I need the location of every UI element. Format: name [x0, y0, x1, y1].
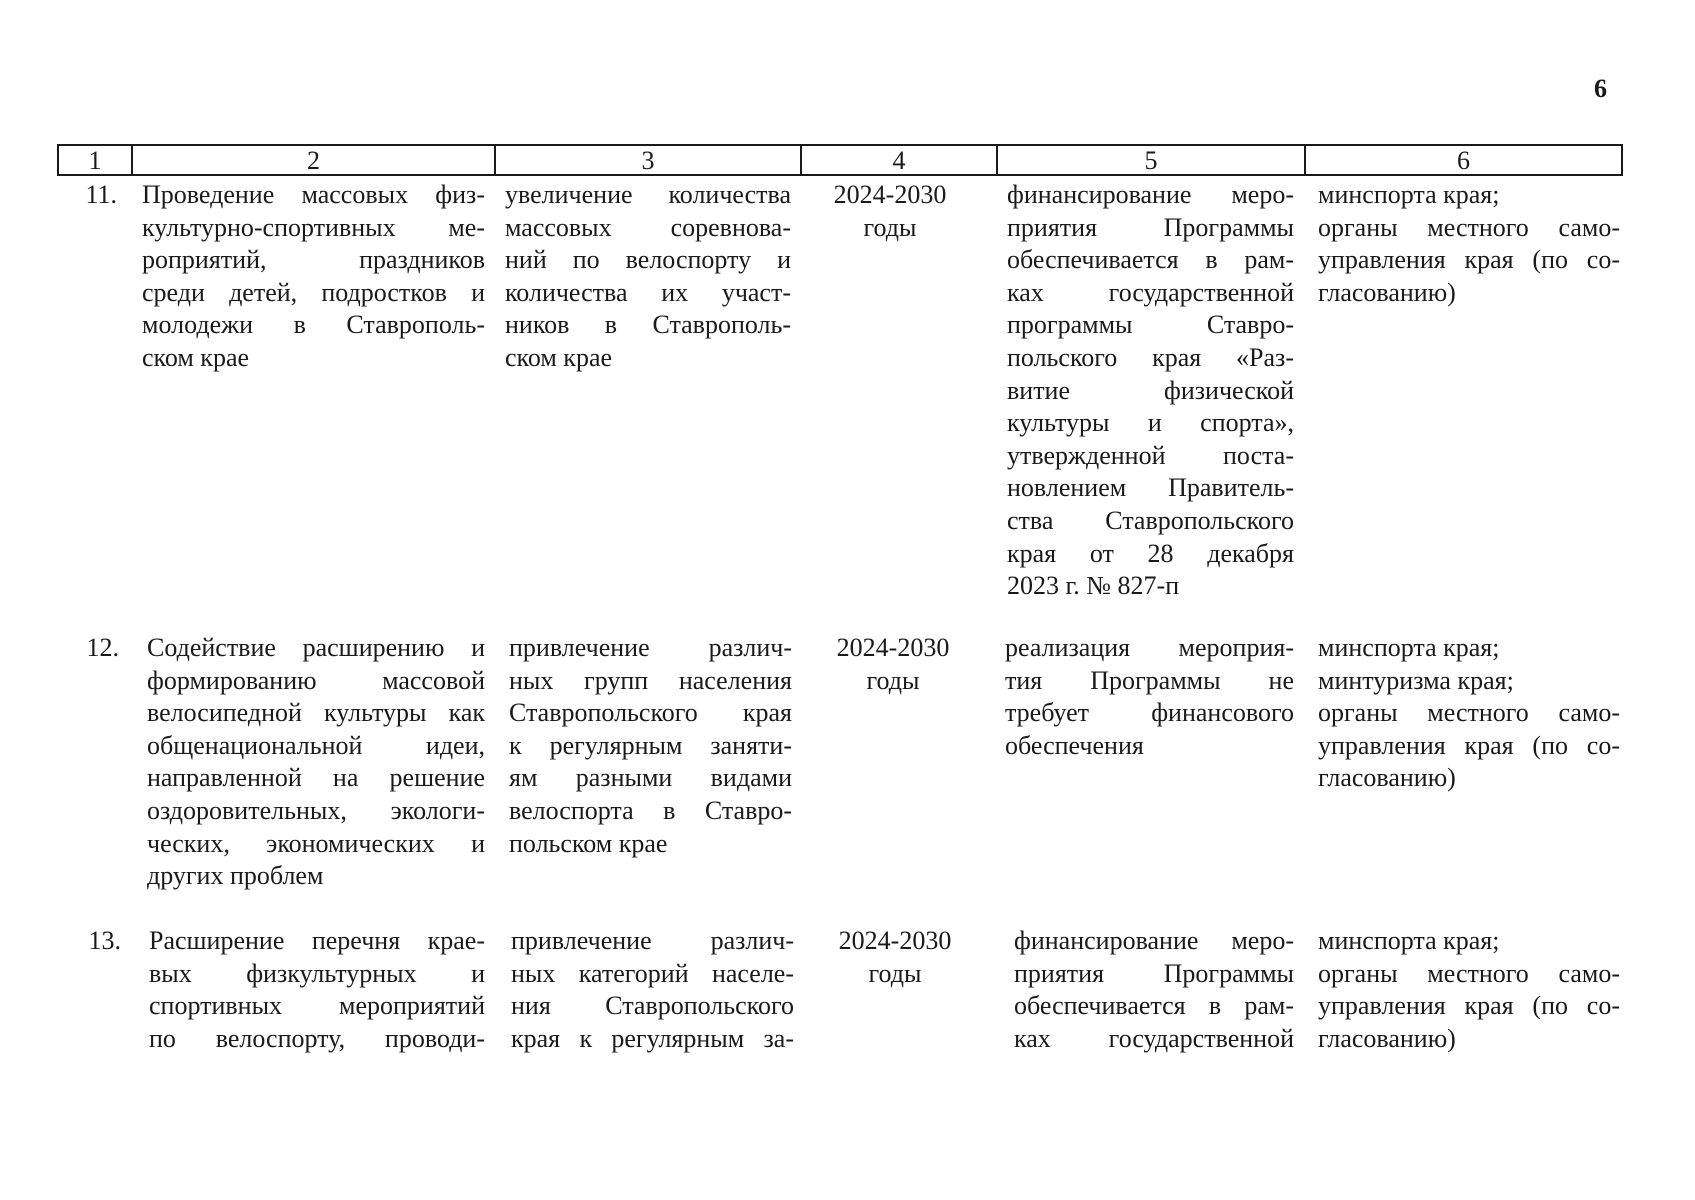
text-line: Содействие расширению и	[147, 633, 485, 662]
text-line: края к регулярным за-	[511, 1023, 794, 1053]
text-line: ний по велоспорту и	[505, 245, 791, 275]
text-line: края от 28 декабря	[1007, 538, 1294, 568]
column-header-3: 3	[496, 146, 802, 174]
text-line: органы местного само-	[1318, 212, 1620, 242]
text-line: гласованию)	[1318, 1023, 1456, 1053]
column-header-4: 4	[802, 146, 998, 174]
text-line: ников в Ставрополь-	[505, 310, 791, 340]
page-number: 6	[1594, 74, 1607, 103]
text-line: увеличение количества	[505, 180, 791, 209]
text-line: среди детей, подростков и	[142, 277, 485, 307]
text-line: велосипедной культуры как	[147, 698, 485, 728]
text-line: управления края (по со-	[1318, 730, 1620, 760]
text-line: реализация мероприя-	[1005, 633, 1294, 662]
text-line: ных групп населения	[509, 665, 792, 695]
text-line: обеспечивается в рам-	[1014, 991, 1294, 1021]
text-line: других проблем	[147, 861, 324, 891]
text-line: оздоровительных, экологи-	[147, 795, 485, 825]
text-line: 2024-2030	[833, 180, 947, 209]
text-line: ках государственной	[1014, 1023, 1294, 1053]
text-line: управления края (по со-	[1318, 991, 1620, 1021]
text-line: молодежи в Ставрополь-	[142, 310, 485, 340]
activity-cell	[142, 179, 485, 375]
text-line: витие физической	[1007, 375, 1294, 405]
text-line: Проведение массовых физ-	[142, 180, 485, 209]
text-line: обеспечения	[1005, 730, 1144, 760]
text-line: программы Ставро-	[1007, 310, 1294, 340]
row-number: 13.	[88, 926, 121, 955]
text-line: гласованию)	[1318, 277, 1456, 307]
result-cell	[509, 632, 792, 860]
text-line: ском крае	[142, 342, 250, 372]
text-line: привлечение различ-	[511, 926, 794, 955]
text-line: культурно-спортивных ме-	[142, 212, 485, 242]
text-line: новлением Правитель-	[1007, 473, 1294, 503]
column-header-2: 2	[133, 146, 496, 174]
text-line: направленной на решение	[147, 763, 485, 793]
text-line: годы	[863, 212, 917, 242]
financing-cell	[1007, 179, 1294, 603]
text-line: 2024-2030	[836, 633, 950, 662]
text-line: общенациональной идеи,	[147, 730, 485, 760]
text-line: тия Программы не	[1005, 665, 1294, 695]
text-line: ческих, экономических и	[147, 828, 485, 858]
text-line: массовых соревнова-	[505, 212, 791, 242]
executors-cell	[1318, 632, 1620, 795]
column-header-5: 5	[998, 146, 1306, 174]
text-line: финансирование меро-	[1014, 926, 1294, 955]
text-line: приятия Программы	[1014, 958, 1294, 988]
years-cell	[805, 632, 981, 697]
text-line: обеспечивается в рам-	[1007, 245, 1294, 275]
text-line: годы	[868, 958, 922, 988]
row-number: 11.	[85, 180, 117, 209]
years-cell	[807, 925, 983, 990]
text-line: 2024-2030	[838, 926, 952, 955]
text-line: годы	[866, 665, 920, 695]
text-line: ных категорий населе-	[511, 958, 794, 988]
text-line: минспорта края;	[1318, 633, 1500, 662]
column-header-6: 6	[1457, 146, 1470, 175]
text-line: минтуризма края;	[1318, 665, 1514, 695]
activity-cell	[147, 632, 485, 893]
column-header-1: 1	[59, 146, 133, 174]
text-line: польского края «Раз-	[1007, 342, 1294, 372]
text-line: приятия Программы	[1007, 212, 1294, 242]
text-line: органы местного само-	[1318, 698, 1620, 728]
text-line: по велоспорту, проводи-	[149, 1023, 485, 1053]
text-line: Расширение перечня крае-	[149, 926, 485, 955]
text-line: ках государственной	[1007, 277, 1294, 307]
years-cell	[802, 179, 978, 244]
text-line: количества их участ-	[505, 277, 791, 307]
text-line: минспорта края;	[1318, 926, 1500, 955]
text-line: ния Ставропольского	[511, 991, 794, 1021]
text-line: органы местного само-	[1318, 958, 1620, 988]
executors-cell	[1318, 179, 1620, 309]
text-line: управления края (по со-	[1318, 245, 1620, 275]
executors-cell	[1318, 925, 1620, 1055]
activity-cell	[149, 925, 485, 1055]
text-line: финансирование меро-	[1007, 180, 1294, 209]
financing-cell	[1014, 925, 1294, 1055]
text-line: Ставропольского края	[509, 698, 792, 728]
text-line: культуры и спорта»,	[1007, 408, 1294, 438]
text-line: гласованию)	[1318, 763, 1456, 793]
text-line: требует финансового	[1005, 698, 1294, 728]
text-line: привлечение различ-	[509, 633, 792, 662]
text-line: польском крае	[509, 828, 668, 858]
table-header	[57, 144, 1623, 176]
result-cell	[505, 179, 791, 375]
text-line: ям разными видами	[509, 763, 792, 793]
text-line: велоспорта в Ставро-	[509, 795, 792, 825]
text-line: утвержденной поста-	[1007, 440, 1294, 470]
text-line: ства Ставропольского	[1007, 505, 1294, 535]
text-line: ском крае	[505, 342, 613, 372]
text-line: вых физкультурных и	[149, 958, 485, 988]
text-line: к регулярным заняти-	[509, 730, 792, 760]
result-cell	[511, 925, 794, 1055]
text-line: спортивных мероприятий	[149, 991, 485, 1021]
text-line: роприятий, праздников	[142, 245, 485, 275]
text-line: 2023 г. № 827-п	[1007, 571, 1180, 601]
text-line: минспорта края;	[1318, 180, 1500, 209]
financing-cell	[1005, 632, 1294, 762]
row-number: 12.	[86, 633, 119, 662]
text-line: формированию массовой	[147, 665, 485, 695]
